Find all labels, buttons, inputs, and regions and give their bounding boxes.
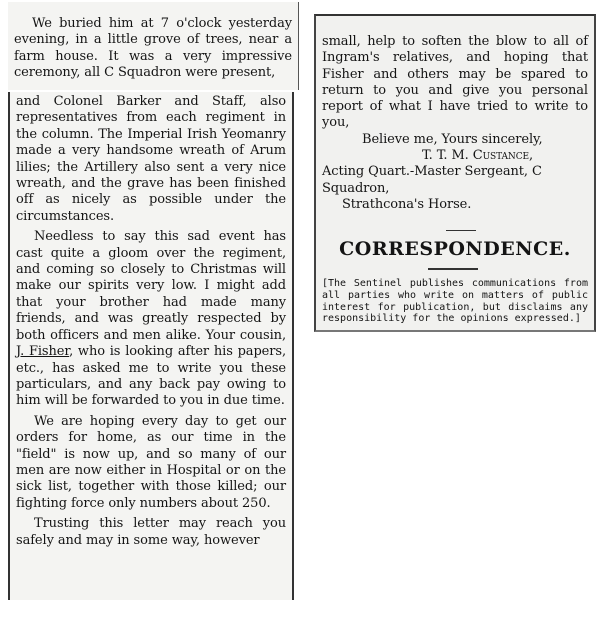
paragraph-2-end: , who is looking after his papers, etc., has asked me to write you these particulars, and any back pay owing to him will be forwarded to you in due time. — [16, 344, 286, 409]
signer-title-line-2: Strathcona's Horse. — [342, 196, 472, 212]
section-heading: CORRESPONDENCE. — [339, 238, 571, 260]
paragraph-2-start: Needless to say this sad event has cast quite a gloom over the regiment, and coming so closely to Christmas will make our spirits very low. I might add that your brother had made many friends, and was greatly respected by both officers and men alike. Your cousin, — [16, 229, 286, 343]
signature: T. T. M. Custance, — [422, 148, 533, 164]
left-column-clipping — [8, 92, 294, 600]
left-column-text — [16, 94, 286, 553]
top-fragment-clipping — [8, 2, 299, 90]
paragraph-1: and Colonel Barker and Staff, also representatives from each regiment in the column. The Imperial Irish Yeomanry made a very handsome wreath of Arum lilies; the Artillery also sent a very nice wreath, and the grave has been finished off as nicely as possible under the circumstances. — [16, 94, 286, 224]
right-column-clipping — [314, 14, 596, 332]
closing-line: Believe me, Yours sincerely, — [362, 131, 543, 147]
top-fragment-text: We buried him at 7 o'clock yesterday evening, in a little grove of trees, near a farm house. It was a very impressive ceremony, all C Squadron were present, — [14, 16, 292, 80]
signer-title-line-1: Acting Quart.-Master Sergeant, C Squadron, — [322, 164, 542, 196]
divider-rule-top — [446, 230, 476, 231]
letter-end-text: small, help to soften the blow to all of Ingram's relatives, and hoping that Fisher and others may be spared to return to you and give you personal report of what I have tried to write to you, — [322, 34, 588, 131]
paragraph-3: We are hoping every day to get our orders for home, as our time in the "field" is now up, and so many of our men are now either in Hospital or on the sick list, together with those killed; our fighting force only numbers about 250. — [16, 413, 286, 511]
cousin-name: J. Fisher — [16, 344, 70, 360]
letter-ending — [322, 34, 588, 213]
paragraph-4: Trusting this letter may reach you safely and may in some way, however — [16, 516, 286, 548]
divider-rule-bottom — [428, 268, 478, 270]
editorial-note: [The Sentinel publishes communications from all parties who write on matters of public interest for publication, but disclaims any responsibility for the opinions expressed.] — [322, 278, 588, 325]
paragraph-2 — [16, 229, 286, 409]
